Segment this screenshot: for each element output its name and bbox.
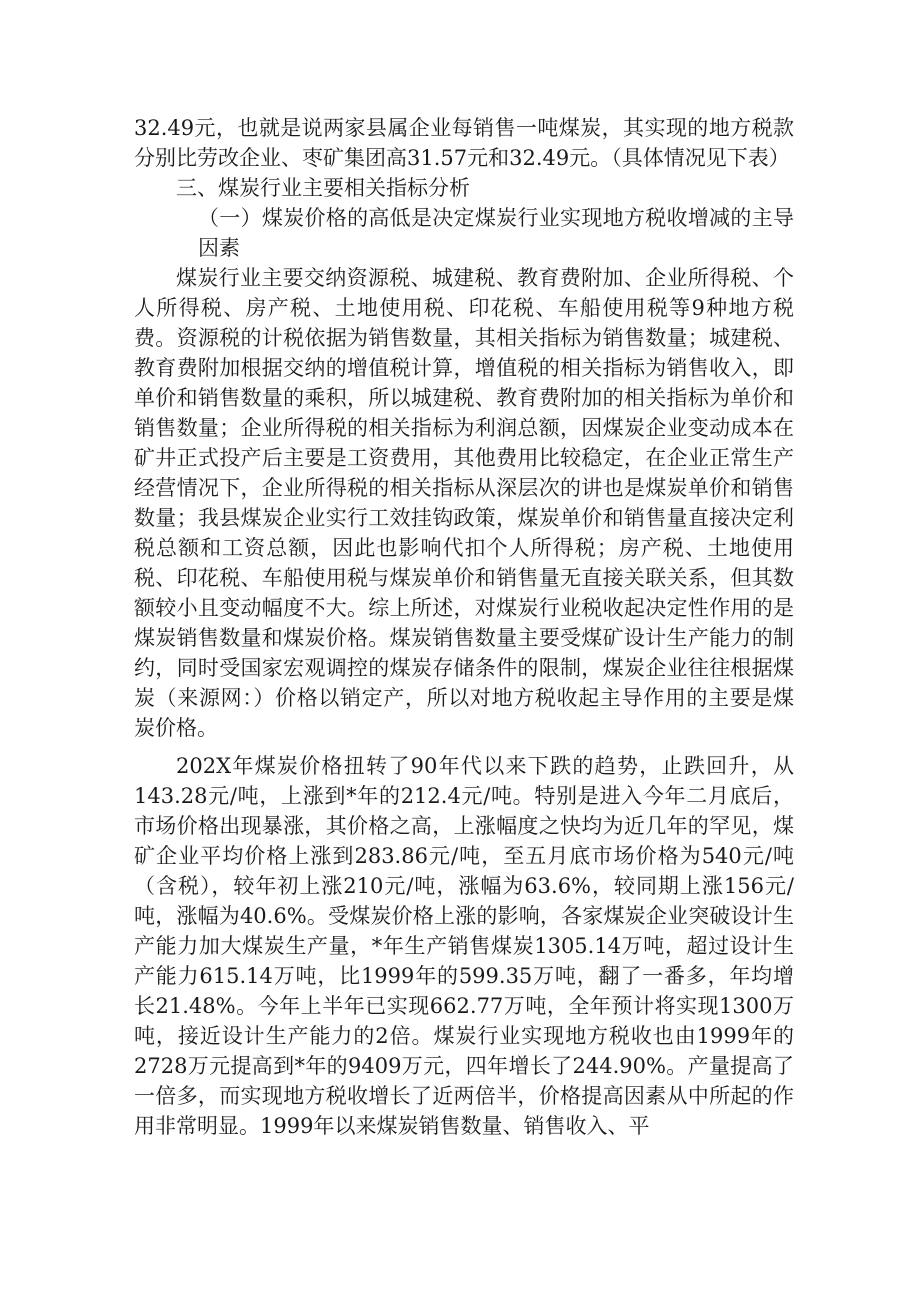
paragraph-price-trend: 202X年煤炭价格扭转了90年代以来下跌的趋势，止跌回升，从143.28元/吨，上涨到*年的212.4元/吨。特别是进入今年二月底后，市场价格出现暴涨，其价格之高，上涨幅度之快均为近几年的罕见，煤矿企业平均价格上涨到283.86元/吨，至五月底市场价格为540元/吨（含税），较年初上涨210元/吨，涨幅为63.6%，较同期上涨156元/吨，涨幅为40.6%。受煤炭价格上涨的影响，各家煤炭企业突破设计生产能力加大煤炭生产量，*年生产销售煤炭1305.14万吨，超过设计生产能力615.14万吨，比1999年的599.35万吨，翻了一番多，年均增长21.48%。今年上半年已实现662.77万吨，全年预计将实现1300万吨，接近设计生产能力的2倍。煤炭行业实现地方税收也由1999年的2728万元提高到*年的9409万元，四年增长了244.90%。产量提高了一倍多，而实现地方税收增长了近两倍半，价格提高因素从中所起的作用非常明显。1999年以来煤炭销售数量、销售收入、平: [134, 754, 794, 1138]
section-heading: 三、煤炭行业主要相关指标分析: [176, 176, 470, 200]
subsection-heading: （一）煤炭价格的高低是决定煤炭行业实现地方税收增减的主导因素: [198, 206, 794, 260]
paragraph-tax-factors: 煤炭行业主要交纳资源税、城建税、教育费附加、企业所得税、个人所得税、房产税、土地使用税、印花税、车船使用税等9种地方税费。资源税的计税依据为销售数量，其相关指标为销售数量；城建税、教育费附加根据交纳的增值税计算，增值税的相关指标为销售收入，即单价和销售数量的乘积，所以城建税、教育费附加的相关指标为单价和销售数量；企业所得税的相关指标为利润总额，因煤炭企业变动成本在矿井正式投产后主要是工资费用，其他费用比较稳定，在企业正常生产经营情况下，企业所得税的相关指标从深层次的讲也是煤炭单价和销售数量；我县煤炭企业实行工效挂钩政策，煤炭单价和销售量直接决定利税总额和工资总额，因此也影响代扣个人所得税；房产税、土地使用税、印花税、车船使用税与煤炭单价和销售量无直接关联关系，但其数额较小且变动幅度不大。综上所述，对煤炭行业税收起决定性作用的是煤炭销售数量和煤炭价格。煤炭销售数量主要受煤矿设计生产能力的制约，同时受国家宏观调控的煤炭存储条件的限制，煤炭企业往往根据煤炭（来源网：）价格以销定产，所以对地方税收起主导作用的主要是煤炭价格。: [134, 266, 794, 740]
paragraph-continuation: 32.49元，也就是说两家县属企业每销售一吨煤炭，其实现的地方税款分别比劳改企业、枣矿集团高31.57元和32.49元。（具体情况见下表）: [134, 116, 794, 170]
document-body: [134, 113, 794, 1141]
